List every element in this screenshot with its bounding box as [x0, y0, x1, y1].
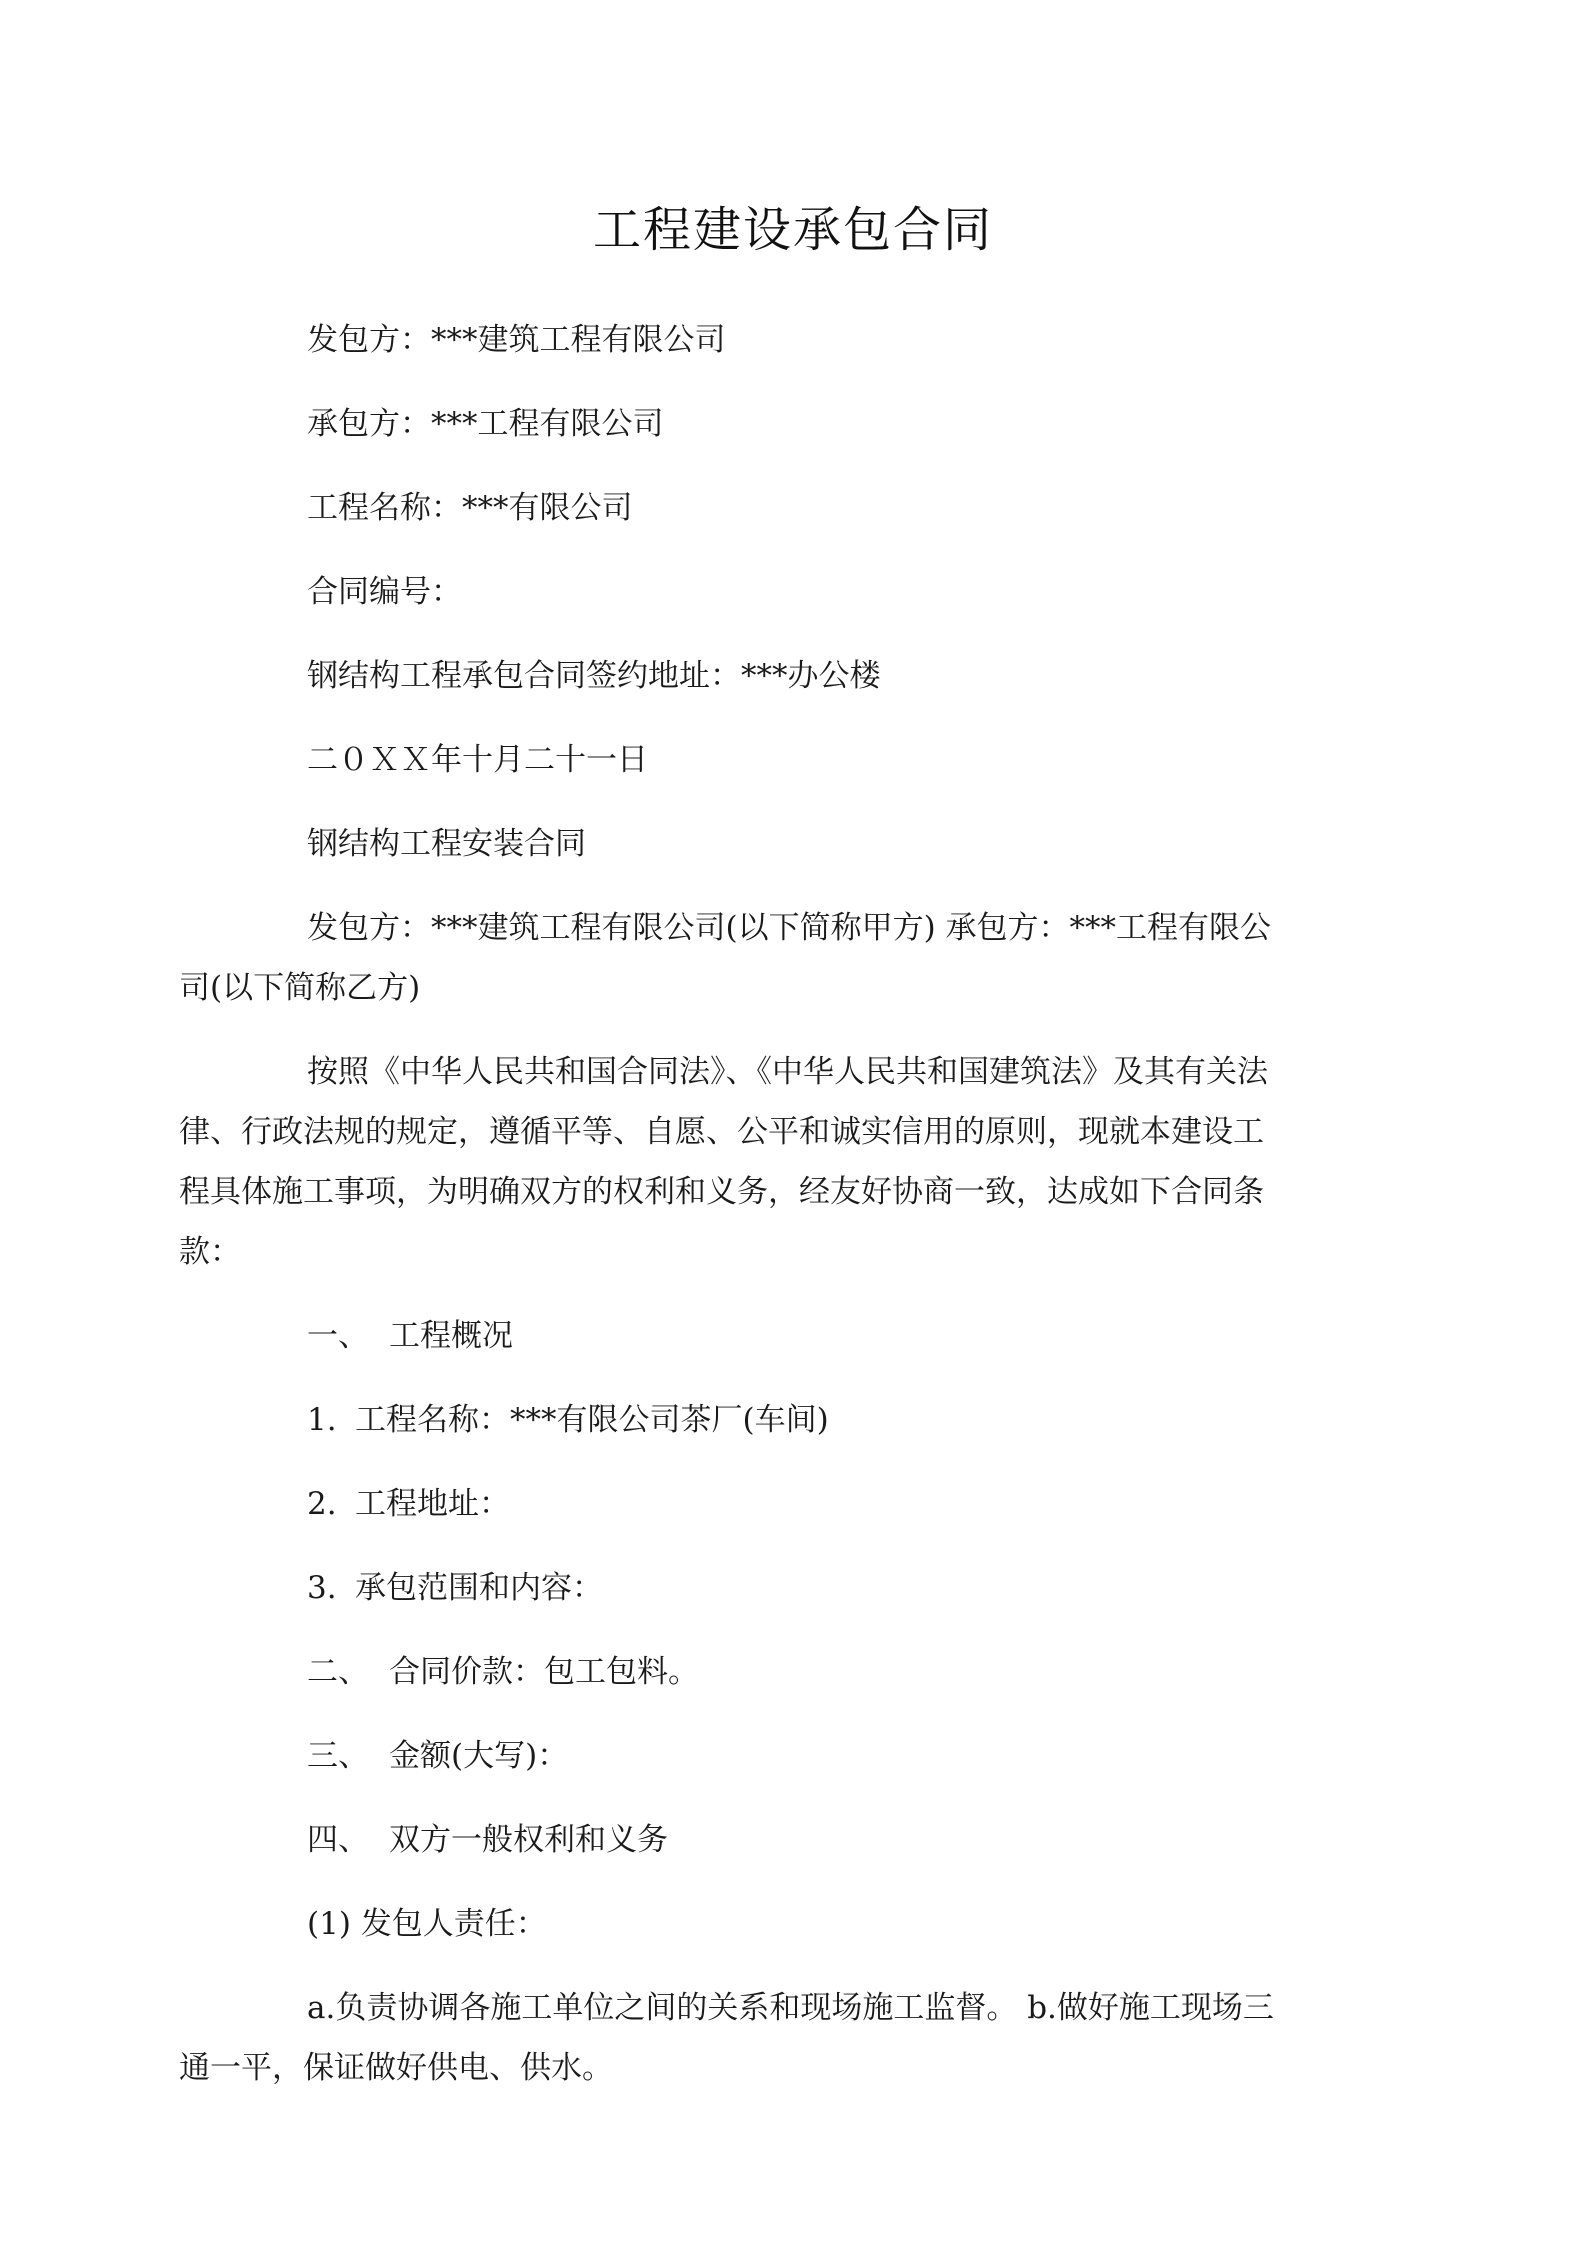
header-line-contract-type: 钢结构工程安装合同: [307, 826, 586, 862]
parties-paragraph: 发包方：***建筑工程有限公司(以下简称甲方) 承包方：***工程有限公司(以下简称乙方): [179, 910, 1272, 1006]
header-line-contractor: 承包方：***工程有限公司: [307, 406, 664, 442]
item-2: [243, 1474, 1355, 1534]
item-1: [243, 1390, 1355, 1450]
section-4-number: 四、: [307, 1822, 369, 1858]
subsection-client-duties: (1) 发包人责任：: [307, 1906, 547, 1942]
item-3: [243, 1558, 1355, 1618]
item-3-number: 3.: [307, 1570, 337, 1606]
section-3-number: 三、: [307, 1738, 369, 1774]
header-line-project-name: 工程名称：***有限公司: [307, 490, 633, 526]
section-1-heading: [243, 1306, 1355, 1366]
item-1-number: 1.: [307, 1402, 337, 1438]
section-2-title: 合同价款：包工包料。: [389, 1654, 699, 1690]
preamble-paragraph: 按照《中华人民共和国合同法》、《中华人民共和国建筑法》及其有关法律、行政法规的规定，遵循平等、自愿、公平和诚实信用的原则，现就本建设工程具体施工事项，为明确双方的权利和义务，经友好协商一致，达成如下合同条款：: [179, 1054, 1268, 1270]
clause-a-paragraph: a.负责协调各施工单位之间的关系和现场施工监督。 b.做好施工现场三通一平，保证做好供电、供水。: [179, 1990, 1274, 2086]
document-body: [179, 310, 1355, 2098]
header-line-contract-number: 合同编号：: [307, 574, 462, 610]
section-3-title: 金额(大写)：: [389, 1738, 569, 1774]
header-line-client: 发包方：***建筑工程有限公司: [307, 322, 726, 358]
section-2-number: 二、: [307, 1654, 369, 1690]
section-1-title: 工程概况: [389, 1318, 513, 1354]
header-line-signing-address: 钢结构工程承包合同签约地址：***办公楼: [307, 658, 881, 694]
document-title: 工程建设承包合同: [592, 202, 993, 258]
item-3-text: 承包范围和内容：: [355, 1570, 603, 1606]
item-1-text: 工程名称：***有限公司茶厂(车间): [355, 1402, 829, 1438]
header-line-date: 二０ＸＸ年十月二十一日: [307, 742, 648, 778]
section-4-heading: [243, 1810, 1355, 1870]
section-1-number: 一、: [307, 1318, 369, 1354]
section-4-title: 双方一般权利和义务: [389, 1822, 668, 1858]
item-2-number: 2.: [307, 1486, 337, 1522]
section-3-heading: [243, 1726, 1355, 1786]
item-2-text: 工程地址：: [355, 1486, 510, 1522]
section-2-heading: [243, 1642, 1355, 1702]
